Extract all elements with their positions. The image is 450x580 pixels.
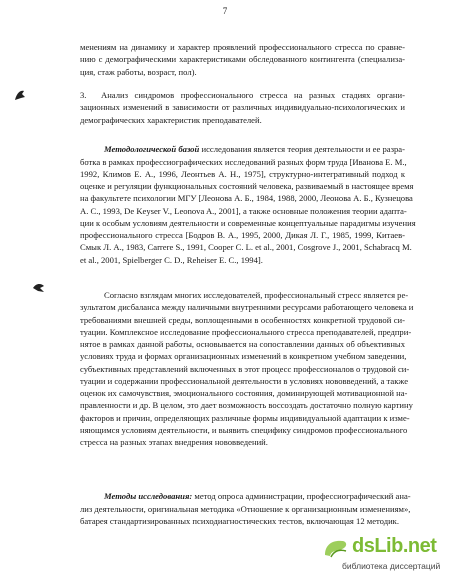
dslib-watermark [322,533,447,577]
text-line: туации. Комплексное исследование профессионального стресса преподавателей, предпри- [80,326,412,337]
text-line: 1992, Климов Е. А., 1996, Леонтьев А. Н., 1975], структурно-интегративный подход к [80,168,405,179]
methods-first-line [104,491,411,502]
text-line: няющимся условиям деятельности, и выявить специфику синдромов профессионального [80,424,408,435]
methodology-term: Методологической базой [104,144,200,154]
text-line: факторов и причин, определяющих различные формы индивидуальной адаптации к изме- [80,412,410,423]
watermark-site: dsLib.net [352,535,437,557]
text-line: на факультете психологии МГУ [Леонова А. Б., 1984, 1988, 2000, Леонова А. Б., Кузнецова [80,193,413,204]
text-line: субъективных представлений включенных в этот процесс профессионалов о трудовой си- [80,363,410,374]
methods-term: Методы исследования: [104,491,193,501]
text-line: условиях труда и формах организационных изменений в конкретном учебном заведении, [80,351,407,362]
methods-first-line-text: метод опроса администрации, профессиографический ана- [192,491,411,501]
watermark-caption: библиотека диссертаций [342,561,441,571]
text-line: оценке и регуляции функциональных состояний человека, развиваемый в настоящее время [80,181,414,191]
text-line: et al., 2001, Spielberger C. D., Reheiser E. C., 1994]. [80,254,263,265]
text-line: нию с демографическими характеристиками обследованного контингента (специализа- [80,54,405,65]
text-line: профессионального стресса [Бодров В. А., 1995, 2000, Дикая Л. Г., 1985, 1999, Китаев- [80,230,405,240]
text-line: ция, стаж работы, возраст, пол). [80,66,197,77]
text-line: ботка в рамках профессиографических исследований разных форм труда [Иванова Е. М., [80,156,407,167]
page-number: 7 [222,6,228,16]
text-line: нятое в рамках данной работы, основывается на сопоставлении данных об объективных [80,339,405,349]
text-line: демографических характеристик преподавателей. [80,114,262,125]
text-line: оценок их самочувствия, эмоционального состояния, доминирующей мотивационной на- [80,388,408,398]
text-line: лиз деятельности, оригинальная методика «Отношение к организационным изменениям», [80,503,411,514]
dslib-logo-icon [322,537,350,561]
methodology-first-line-text: исследования является теория деятельности и ее разра- [199,144,405,154]
text-line: менениям на динамику и характер проявлений профессионального стресса по сравне- [80,42,405,52]
text-line: зационных изменений в зависимости от различных индивидуально-психологических и [80,102,405,113]
methodology-first-line [104,144,405,155]
text-line: Согласно взглядам многих исследователей, профессиональный стресс является ре- [104,290,409,300]
list-item-number: 3. [80,90,87,100]
text-line: требованиями внешней среды, воплощенными в особенностях конкретной трудовой си- [80,314,405,325]
text-line: стресса на разных этапах внедрения нововведений. [80,437,268,447]
text-line: правленности и др. В целом, это дает возможность воссоздать достаточно полную картину [80,400,413,411]
scan-mark-top [13,88,27,104]
text-line: Смык Л. А., 1983, Carrere S., 1991, Cooper C. L. et al., 2001, Cosgrove J., 2001, Schabracq M. [80,242,412,253]
text-line: туации и содержании профессиональной деятельности в условиях нововведений, а также [80,375,409,386]
text-line: батарея стандартизированных психодиагностических тестов, включающая 12 методик. [80,515,400,526]
text-line: ции к особым условиям деятельности и современные концептуальные парадигмы изучения [80,217,416,228]
text-line: Анализ синдромов профессионального стресса на разных стадиях органи- [101,90,405,100]
scan-mark-bottom [31,282,47,296]
text-line: А. С., 1993, De Keyser V., Leonova A., 2001], а также основные положения теории адапта- [80,205,407,216]
text-line: зультатом дисбаланса между наличными внутренними ресурсами работающего человека и [80,302,414,313]
